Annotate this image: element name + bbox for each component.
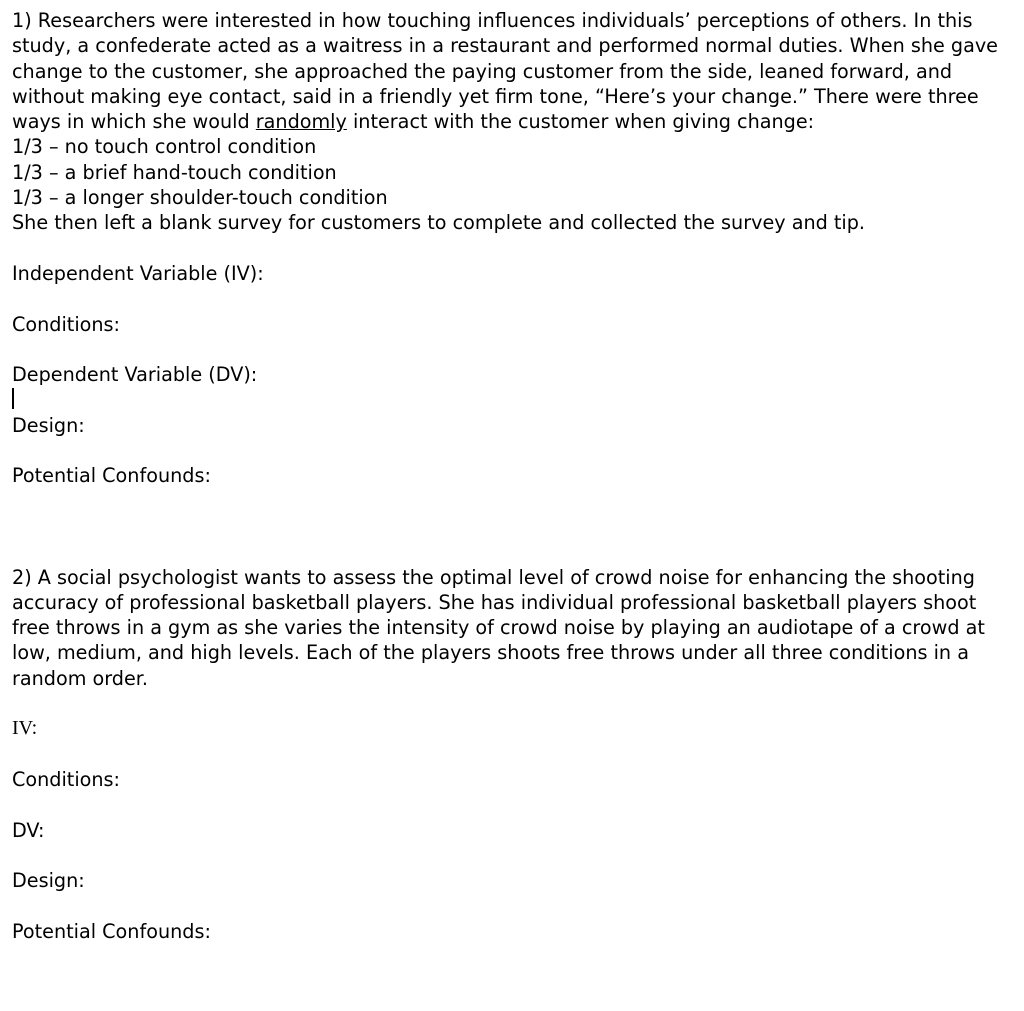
question-2-paragraph: 2) A social psychologist wants to assess the optimal level of crowd noise for enhancing the shooting accuracy of professional basketball players. She has individual professional basketball players shoot free throws in a gym as she varies the intensity of crowd noise by playing an audiotape of a crowd at low, medium, and high levels. Each of the players shoots free throws under all three conditions in a random order. [12,565,985,690]
condition-line: 1/3 – a longer shoulder-touch condition [12,186,388,210]
text-cursor [12,388,14,409]
question-1-lead: 1) Researchers were interested in how touching influences individuals’ perceptions of others. In this study, a confederate acted as a waitress in a restaurant and performed normal duties. When she gave change to the customer, she approached the paying customer from the side, leaned forward, and without making eye contact, said in a friendly yet firm tone, “Here’s your change.” There were three ways in which she would [12,9,998,134]
condition-line: 1/3 – no touch control condition [12,135,317,159]
randomly-underlined: randomly [255,110,347,134]
q2-dv-label: DV: [12,818,45,842]
q2-iv-label: IV: [12,717,38,740]
q1-confounds-label: Potential Confounds: [12,464,211,488]
q1-dv-label: Dependent Variable (DV): [12,363,258,387]
answer-input-line[interactable] [12,387,1002,412]
document-page [12,8,1002,944]
q1-iv-label: Independent Variable (IV): [12,261,264,285]
question-1-lead-tail: interact with the customer when giving change: [346,110,815,134]
question-1-closing: She then left a blank survey for customers to complete and collected the survey and tip. [12,211,866,235]
condition-line: 1/3 – a brief hand-touch condition [12,160,337,184]
q1-design-label: Design: [12,413,85,437]
q2-confounds-label: Potential Confounds: [12,919,211,943]
q1-conditions-label: Conditions: [12,312,121,336]
q2-design-label: Design: [12,869,85,893]
question-1-paragraph [12,8,1002,134]
q2-conditions-label: Conditions: [12,767,121,791]
